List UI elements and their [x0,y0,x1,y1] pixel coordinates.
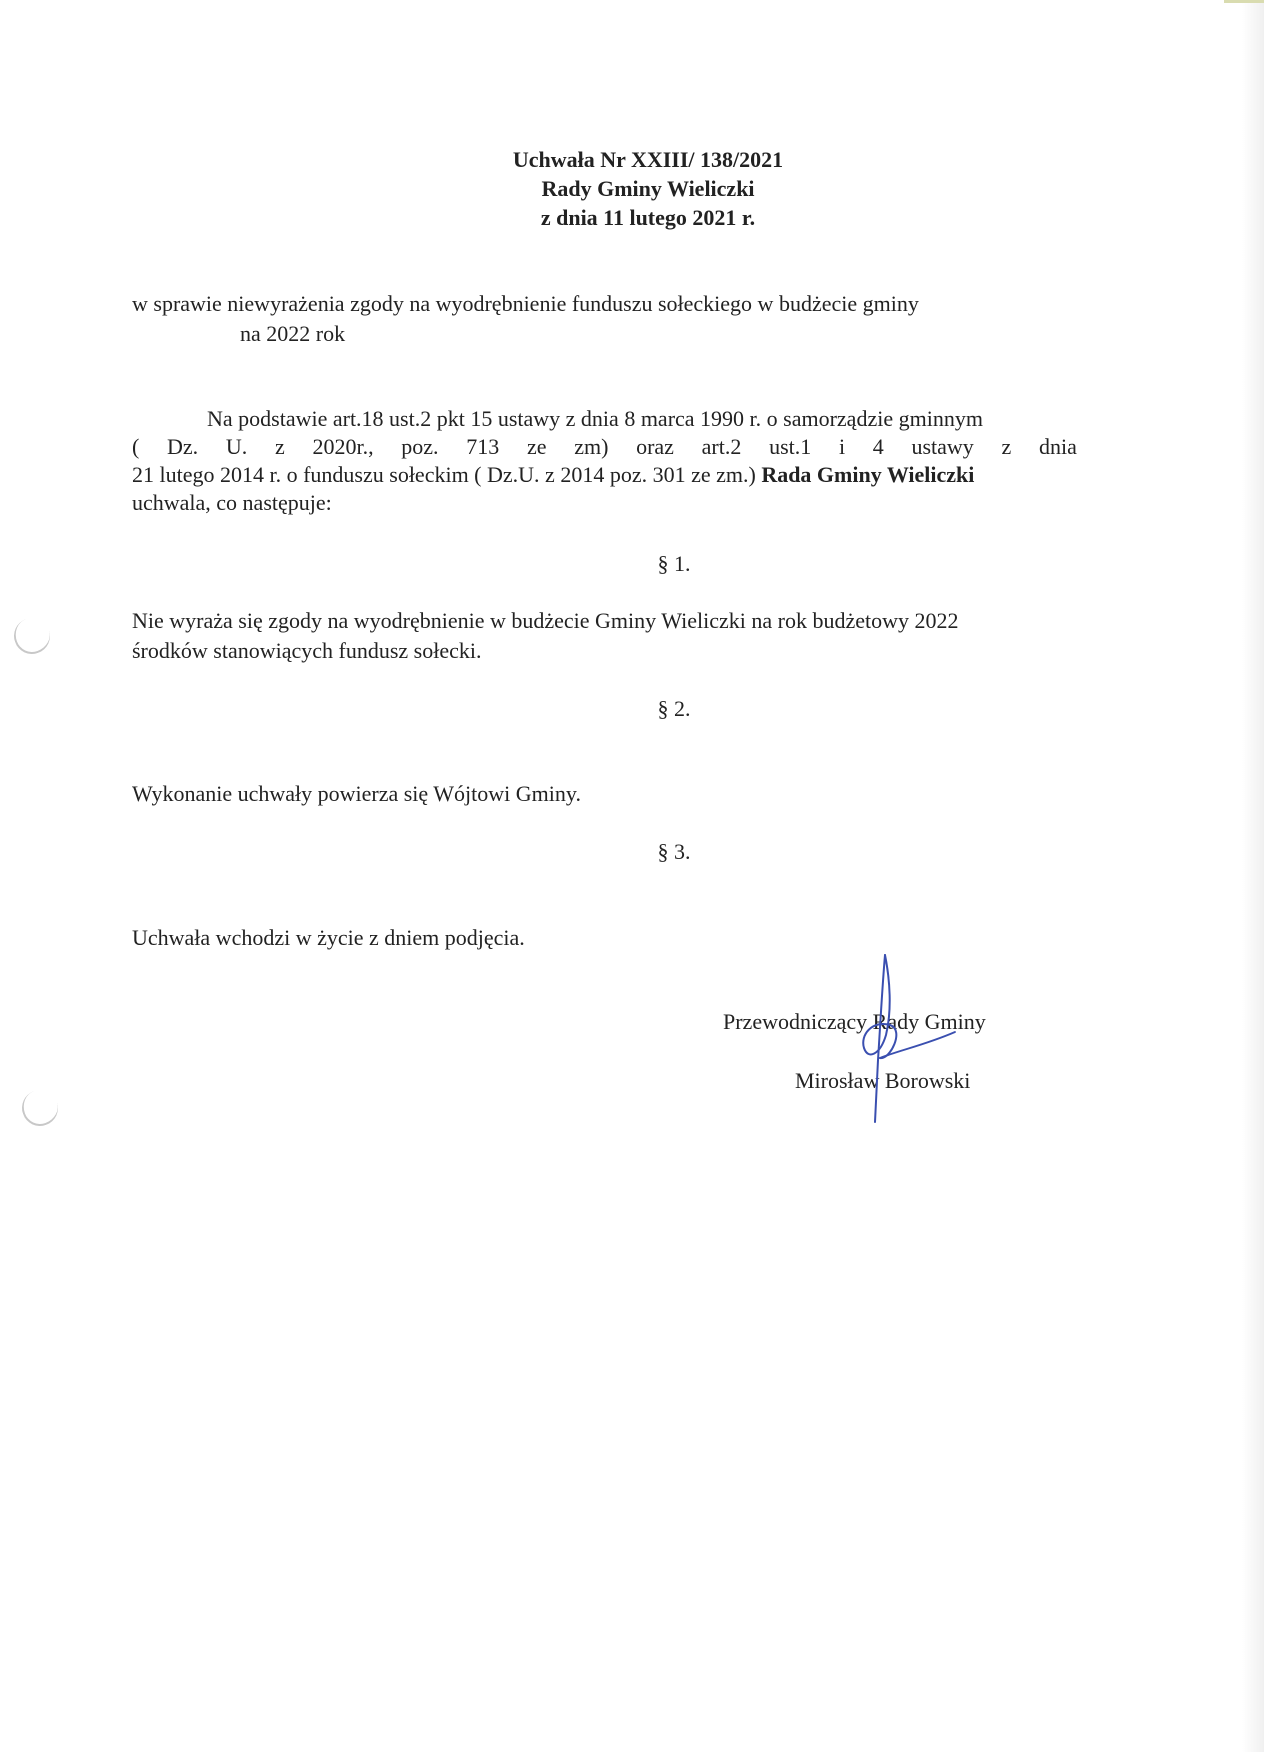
section-mark-2: § 2. [657,696,691,721]
legal-basis-word: art.2 [701,434,742,459]
resolution-number: Uchwała Nr XXIII/ 138/2021 [512,147,784,172]
legal-basis-word: zm) [574,434,609,459]
legal-basis-line-4: uchwala, co następuje: [132,490,332,515]
council-name-bold: Rada Gminy Wieliczki [761,462,975,487]
resolution-date: z dnia 11 lutego 2021 r. [540,205,756,230]
corner-mark [1224,0,1264,3]
legal-basis-word: poz. [401,434,439,459]
legal-basis-word: 4 [872,434,884,459]
subject-line-2: na 2022 rok [240,321,346,346]
resolution-council: Rady Gminy Wieliczki [541,176,755,201]
legal-basis-word: Dz. [167,434,199,459]
scan-edge [1242,0,1264,1752]
signatory-title: Przewodniczący Rady Gminy [723,1009,986,1034]
section-1-line-2: środków stanowiących fundusz sołecki. [132,638,482,663]
legal-basis-word: z [274,434,285,459]
legal-basis-line-1: Na podstawie art.18 ust.2 pkt 15 ustawy z dnia 8 marca 1990 r. o samorządzie gminnym [207,406,983,431]
legal-basis-line-3 [132,461,1077,489]
legal-basis-word: U. [225,434,248,459]
legal-basis-word: ust.1 [769,434,812,459]
legal-basis-word: oraz [636,434,674,459]
legal-basis-line-3-text: 21 lutego 2014 r. o funduszu sołeckim ( Dz.U. z 2014 poz. 301 ze zm.) [132,462,756,487]
legal-basis-word: ustawy [911,434,974,459]
section-mark-1: § 1. [657,551,691,576]
legal-basis-word: z [1001,434,1012,459]
section-1-line-1: Nie wyraża się zgody na wyodrębnienie w budżecie Gminy Wieliczki na rok budżetowy 2022 [132,608,959,633]
legal-basis-word: 2020r., [312,434,374,459]
legal-basis-line-2 [132,433,1077,461]
legal-basis-word: dnia [1038,434,1077,459]
legal-basis-word: i [838,434,846,459]
signatory-name: Mirosław Borowski [795,1068,971,1093]
legal-basis-word: 713 [466,434,500,459]
section-3-line-1: Uchwała wchodzi w życie z dniem podjęcia. [132,925,525,950]
section-mark-3: § 3. [657,839,691,864]
legal-basis-word: ( [132,434,140,459]
punch-hole-icon [17,1085,63,1131]
subject-line-1: w sprawie niewyrażenia zgody na wyodrębnienie funduszu sołeckiego w budżecie gminy [132,291,919,316]
handwritten-signature-icon [850,950,980,1125]
section-2-line-1: Wykonanie uchwały powierza się Wójtowi Gminy. [132,781,581,806]
punch-hole-icon [9,613,55,659]
legal-basis [132,405,1077,517]
legal-basis-word: ze [526,434,547,459]
